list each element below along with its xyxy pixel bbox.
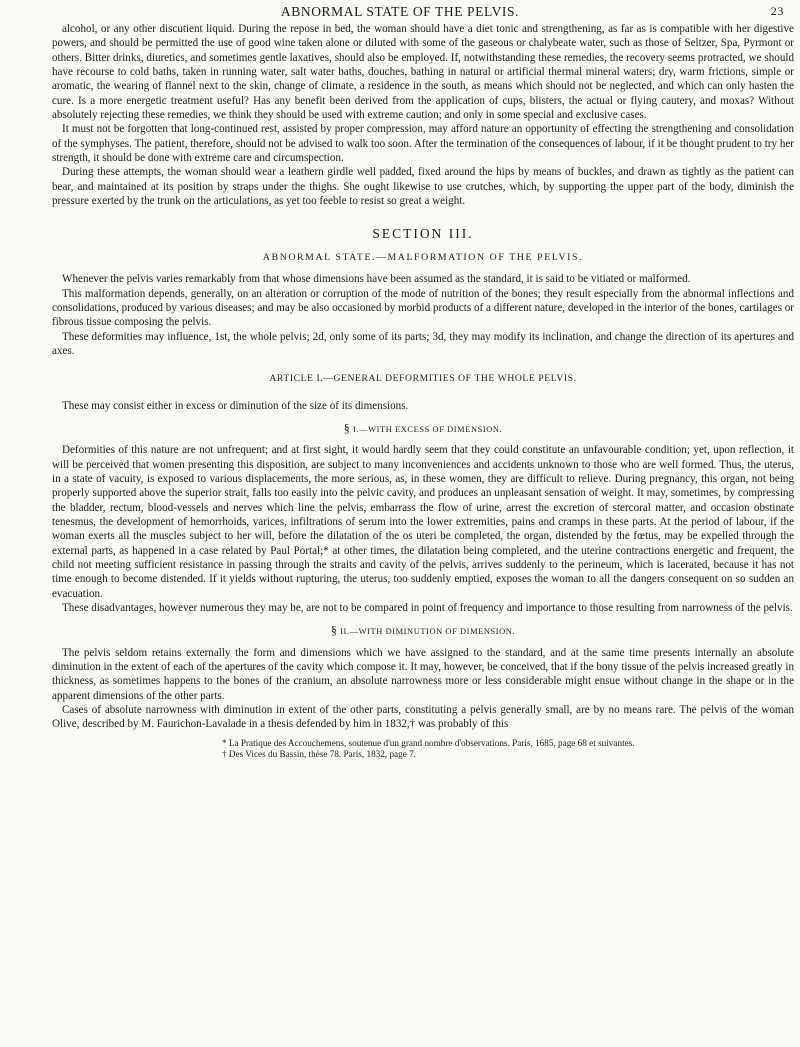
section-mark: §	[330, 623, 338, 638]
subsection-title: II.—WITH DIMINUTION OF DIMENSION.	[340, 627, 516, 637]
paragraph: The pelvis seldom retains externally the form and dimensions which we have assigned to the standard, and at the same time presents internally an absolute diminution in the extent of each of the apertures of the cavity which compose it. It may, however, be conceived, that if the bony tissue of the pelvis increased greatly in thickness, as sometimes happens to the bones of the cranium, an absolute narrowness more or less considerable might ensue without change in the shape or in the apparent dimensions of the other parts.	[52, 646, 794, 702]
subsection-heading-1	[52, 421, 794, 437]
footnotes	[52, 738, 794, 761]
paragraph: This malformation depends, generally, on an alteration or corruption of the mode of nutrition of the bones; they result especially from the abnormal inflections and consolidations, produced by various diseases; and may be also occasioned by morbid products of a different nature, developed in the interior of the bones, cartilages or fibrous tissue composing the pelvis.	[52, 287, 794, 329]
paragraph: During these attempts, the woman should wear a leathern girdle well padded, fixed around the hips by means of buckles, and drawn as tightly as the patient can bear, and maintained at its position by straps under the thighs. She ought likewise to use crutches, which, by supporting the upper part of the body, diminish the pressure exerted by the trunk on the articulations, as yet too feeble to resist so great a weight.	[52, 166, 794, 208]
paragraph: Whenever the pelvis varies remarkably from that whose dimensions have been assumed as the standard, it is said to be vitiated or malformed.	[62, 273, 691, 286]
section-subtitle: ABNORMAL STATE.—MALFORMATION OF THE PELVIS.	[262, 251, 584, 263]
article-title: ARTICLE I.—GENERAL DEFORMITIES OF THE WHOLE PELVIS.	[269, 373, 577, 385]
footnote: † Des Vices du Bassin, thèse 78. Paris, 1832, page 7.	[222, 749, 416, 760]
paragraph: Deformities of this nature are not unfrequent; and at first sight, it would hardly seem that they could constitute an unfavourable condition; yet, upon reflection, it will be perceived that women presenting this disposition, are subject to many inconveniences and accidents unknown to those who are well formed. Thus, the uterus, in a state of vacuity, is exposed to various displacements, the more serious, as, in these women, they are difficult to relieve. During pregnancy, this organ, not being properly supported above the superior strait, falls too easily into the pelvic cavity, and produces an unpleasant sensation of weight. It may, sometimes, by compressing the bladder, rectum, blood-vessels and nerves which line the pelvis, embarrass the flow of urine, arrest the excretion of stercoral matter, and occasion obstinate tenesmus, the development of hemorrhoids, varices, infiltrations of serum into the lower extremities, pains and cramps in these parts. At the period of labour, if the woman exerts all the muscles subject to her will, before the dilatation of the os uteri be completed, the organ, distended by the fœtus, may be expelled through the external parts, as happened in a case related by Paul Portal;* at other times, the dilatation being completed, and the uterine contractions energetic and frequent, the child not meeting sufficient resistance in passing through the straits and cavity of the pelvis, arrives suddenly to the perineum, which is lacerated, because it has not time enough to become distended. If it yields without rupturing, the uterus, too suddenly emptied, exposes the woman to all the dangers consequent on so sudden an evacuation.	[52, 444, 794, 600]
paragraph: These may consist either in excess or diminution of the size of its dimensions.	[62, 399, 409, 412]
paragraph: It must not be forgotten that long-continued rest, assisted by proper compression, may afford nature an opportunity of effecting the strengthening and consolidation of the symphyses. The patient, therefore, should not be advised to walk too soon. After the termination of the consequences of labour, if it be thought prudent to try her strength, it should be done with extreme care and circumspection.	[52, 123, 794, 165]
section-mark: §	[343, 420, 351, 435]
page-number: 23	[770, 4, 784, 18]
paragraph: These deformities may influence, 1st, the whole pelvis; 2d, only some of its parts; 3d, they may modify its inclination, and change the direction of its apertures and axes.	[52, 330, 794, 357]
paragraph: alcohol, or any other discutient liquid. During the repose in bed, the woman should have a diet tonic and strengthening, as far as is compatible with her digestive powers, and should be permitted the use of good wine taken alone or diluted with some of the gaseous or chalybeate water, such as those of Seltzer, Spa, Pyrmont or others. Bitter drinks, diuretics, and sometimes gentle laxatives, should also be employed. If, notwithstanding these remedies, the recovery seems protracted, we should have recourse to cold baths, taken in running water, salt water baths, douches, bathing in natural or artificial thermal mineral waters; dry, warm frictions, simple or aromatic, the wearing of flannel next to the skin, change of climate, a residence in the south, as means which should not be neglected, and which can only hasten the cure. Is a more energetic treatment useful? Has any benefit been derived from the application of cups, blisters, the actual or flying cautery, and moxas? Without absolutely rejecting these remedies, we think they should be used with extreme caution; and only in some special and exclusive cases.	[52, 23, 794, 122]
body-text	[52, 22, 794, 761]
paragraph: These disadvantages, however numerous they may be, are not to be compared in point of frequency and importance to those resulting from narrowness of the pelvis.	[62, 602, 793, 615]
subsection-heading-2	[52, 623, 794, 639]
section-title: SECTION III.	[372, 226, 474, 242]
running-title: ABNORMAL STATE OF THE PELVIS.	[280, 4, 520, 19]
running-head	[0, 4, 800, 20]
paragraph: Cases of absolute narrowness with diminution in extent of the other parts, constituting a pelvis generally small, are by no means rare. The pelvis of the woman Olive, described by M. Faurichon-Lavalade in a thesis defended by him in 1832,† was probably of this	[52, 704, 794, 731]
footnote: * La Pratique des Accouchemens, soutenue d'un grand nombre d'observations. Paris, 1685, page 68 et suivantes.	[222, 737, 635, 748]
subsection-title: I.—WITH EXCESS OF DIMENSION.	[353, 424, 503, 434]
